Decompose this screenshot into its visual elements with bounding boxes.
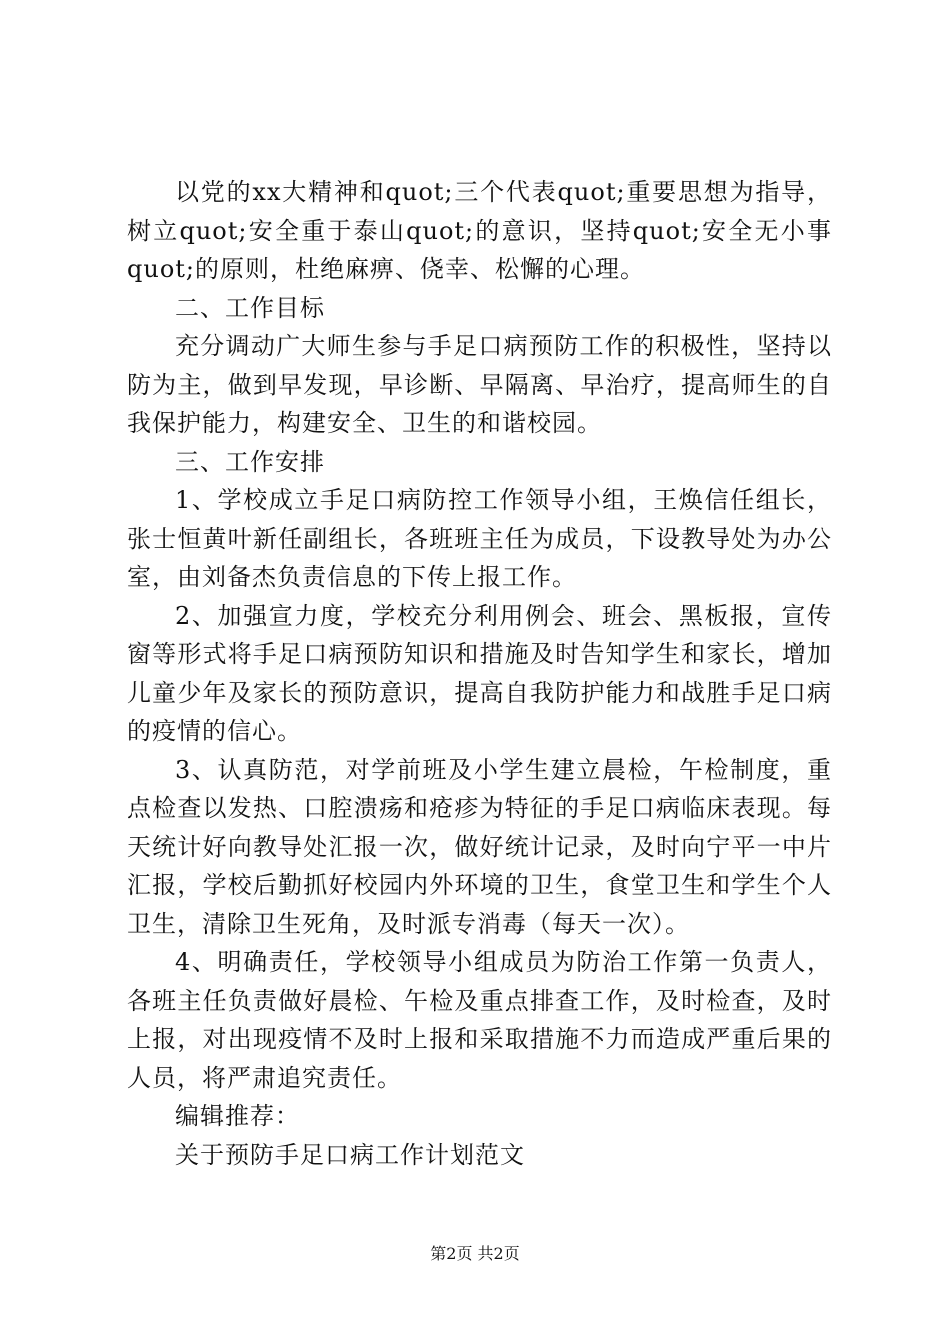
arrangement-item-2: 2、加强宣力度，学校充分利用例会、班会、黑板报，宣传窗等形式将手足口病预防知识和措施及时告知学生和家长，增加儿童少年及家长的预防意识，提高自我防护能力和战胜手足口病的疫情的信心。 xyxy=(127,601,832,745)
section-heading-goals: 二、工作目标 xyxy=(175,293,325,322)
page-footer: 第2页 共2页 xyxy=(430,1244,520,1263)
section-heading-arrangements: 三、工作安排 xyxy=(175,447,325,476)
editor-recommendation-label: 编辑推荐： xyxy=(175,1102,300,1130)
goals-paragraph: 充分调动广大师生参与手足口病预防工作的积极性，坚持以防为主，做到早发现，早诊断、早隔离、早治疗，提高师生的自我保护能力，构建安全、卫生的和谐校园。 xyxy=(127,332,832,437)
arrangement-item-4: 4、明确责任，学校领导小组成员为防治工作第一负责人，各班主任负责做好晨检、午检及重点排查工作，及时检查，及时上报，对出现疫情不及时上报和采取措施不力而造成严重后果的人员，将严肃追究责任。 xyxy=(127,948,832,1092)
document-body xyxy=(127,173,832,1174)
arrangement-item-1: 1、学校成立手足口病防控工作领导小组，王焕信任组长，张士恒黄叶新任副组长，各班班主任为成员，下设教导处为办公室，由刘备杰负责信息的下传上报工作。 xyxy=(127,486,832,591)
intro-paragraph: 以党的xx大精神和quot;三个代表quot;重要思想为指导，树立quot;安全重于泰山quot;的意识，坚持quot;安全无小事quot;的原则，杜绝麻痹、侥幸、松懈的心理。 xyxy=(127,178,832,283)
arrangement-item-3: 3、认真防范，对学前班及小学生建立晨检，午检制度，重点检查以发热、口腔溃疡和疮疹为特征的手足口病临床表现。每天统计好向教导处汇报一次，做好统计记录，及时向宁平一中片汇报，学校后勤抓好校园内外环境的卫生，食堂卫生和学生个人卫生，清除卫生死角，及时派专消毒（每天一次）。 xyxy=(127,755,832,938)
recommended-article-link[interactable]: 关于预防手足口病工作计划范文 xyxy=(175,1140,525,1169)
